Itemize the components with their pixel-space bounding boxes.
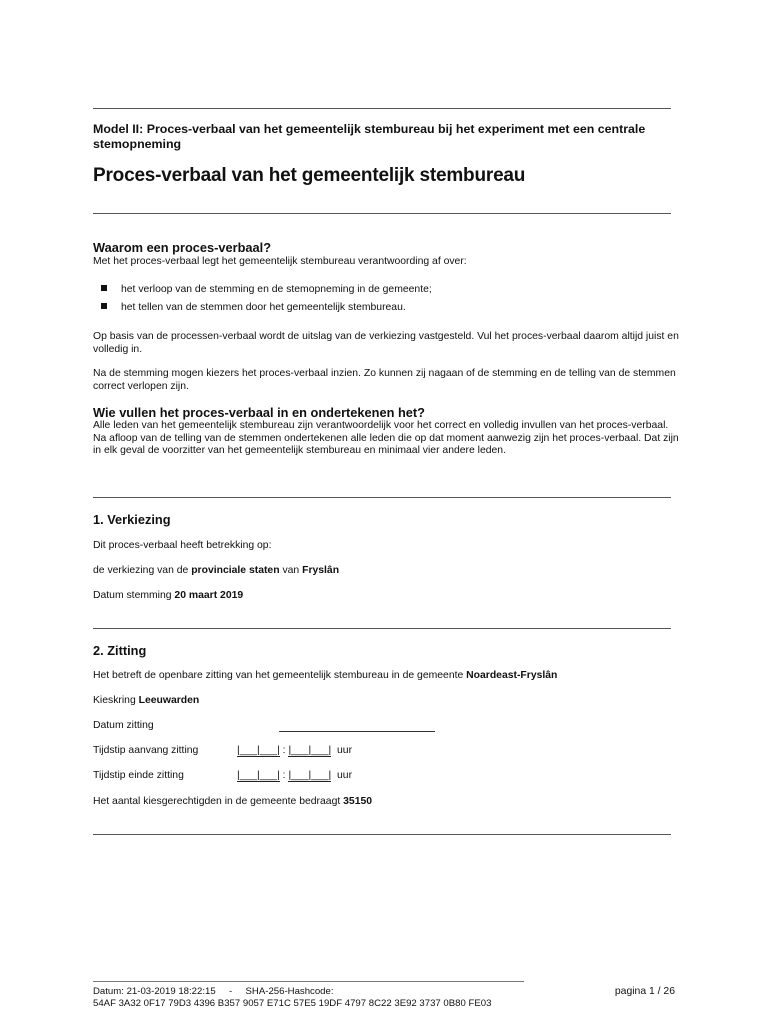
divider [93,497,671,498]
end-time-label: Tijdstip einde zitting [93,770,184,781]
reference-line: Dit proces-verbaal heeft betrekking op: [93,540,272,551]
voters-count: 35150 [343,796,373,807]
divider [93,108,671,109]
divider [93,628,671,629]
who-text: Alle leden van het gemeentelijk stembureau zijn verantwoordelijk voor het correct en volledig invullen van het proces-verbaal. Na afloop van de telling van de stemmen ondertekenen alle leden die op dat moment aanwezig zijn het proces-verbaal. Dat zijn in elk geval de voorzitter van het gemeentelijk stembureau en minimaal vier andere leden. [93,420,679,456]
start-time-label: Tijdstip aanvang zitting [93,745,199,756]
bullet-icon [101,285,107,291]
footer-date: Datum: 21-03-2019 18:22:15 [93,986,216,997]
section-heading-zitting: 2. Zitting [93,643,147,658]
election-date: 20 maart 2019 [174,590,244,601]
election-date-line: Datum stemming 20 maart 2019 [93,590,244,601]
heading-who: Wie vullen het proces-verbaal in en ondertekenen het? [93,405,425,420]
section-heading-verkiezing: 1. Verkiezing [93,512,171,527]
voters-line: Het aantal kiesgerechtigden in de gemeente bedraagt 35150 [93,796,373,807]
footer-divider [93,981,524,982]
district: Leeuwarden [138,695,200,706]
election-line: de verkiezing van de provinciale staten van Fryslân [93,565,340,576]
election-body: provinciale staten [191,565,280,576]
divider [93,834,671,835]
hash-value: 54AF 3A32 0F17 79D3 4396 B357 9057 E71C 57E5 19DF 4797 8C22 3E92 3737 0B80 FE03 [93,997,492,1009]
end-time-field[interactable]: |___|___| : |___|___| uur [237,770,353,781]
page-title: Proces-verbaal van het gemeentelijk stembureau [93,165,526,186]
bullet-icon [101,303,107,309]
heading-why: Waarom een proces-verbaal? [93,240,272,255]
session-date-label: Datum zitting [93,720,154,731]
hash-label: SHA-256-Hashcode: [245,986,334,997]
municipality: Noardeast-Fryslân [466,670,558,681]
divider [93,213,671,214]
session-date-field[interactable] [279,731,435,732]
list-item: het tellen van de stemmen door het gemeentelijk stembureau. [101,302,406,315]
footer-meta: Datum: 21-03-2019 18:22:15 - SHA-256-Hashcode: 54AF 3A32 0F17 79D3 4396 B357 9057 E71C 57E5 19DF 4797 8C22 3E92 3737 0B80 FE03 [93,986,492,1009]
list-item: het verloop van de stemming en de stemopneming in de gemeente; [101,284,432,297]
paragraph-kiezers: Na de stemming mogen kiezers het proces-verbaal inzien. Zo kunnen zij nagaan of de stemming en de telling van de stemmen correct verlopen zijn. [93,368,676,392]
start-time-field[interactable]: |___|___| : |___|___| uur [237,745,353,756]
paragraph-basis: Op basis van de processen-verbaal wordt de uitslag van de verkiezing vastgesteld. Vul het proces-verbaal daarom altijd juist en volledig in. [93,331,679,355]
why-text: Met het proces-verbaal legt het gemeentelijk stembureau verantwoording af over: [93,256,467,267]
election-region: Fryslân [302,565,340,576]
page-number: pagina 1 / 26 [614,986,675,997]
model-title: Model II: Proces-verbaal van het gemeentelijk stembureau bij het experiment met een centrale stemopneming [93,122,646,151]
session-line: Het betreft de openbare zitting van het gemeentelijk stembureau in de gemeente Noardeast-Fryslân [93,670,558,681]
district-line: Kieskring Leeuwarden [93,695,200,706]
